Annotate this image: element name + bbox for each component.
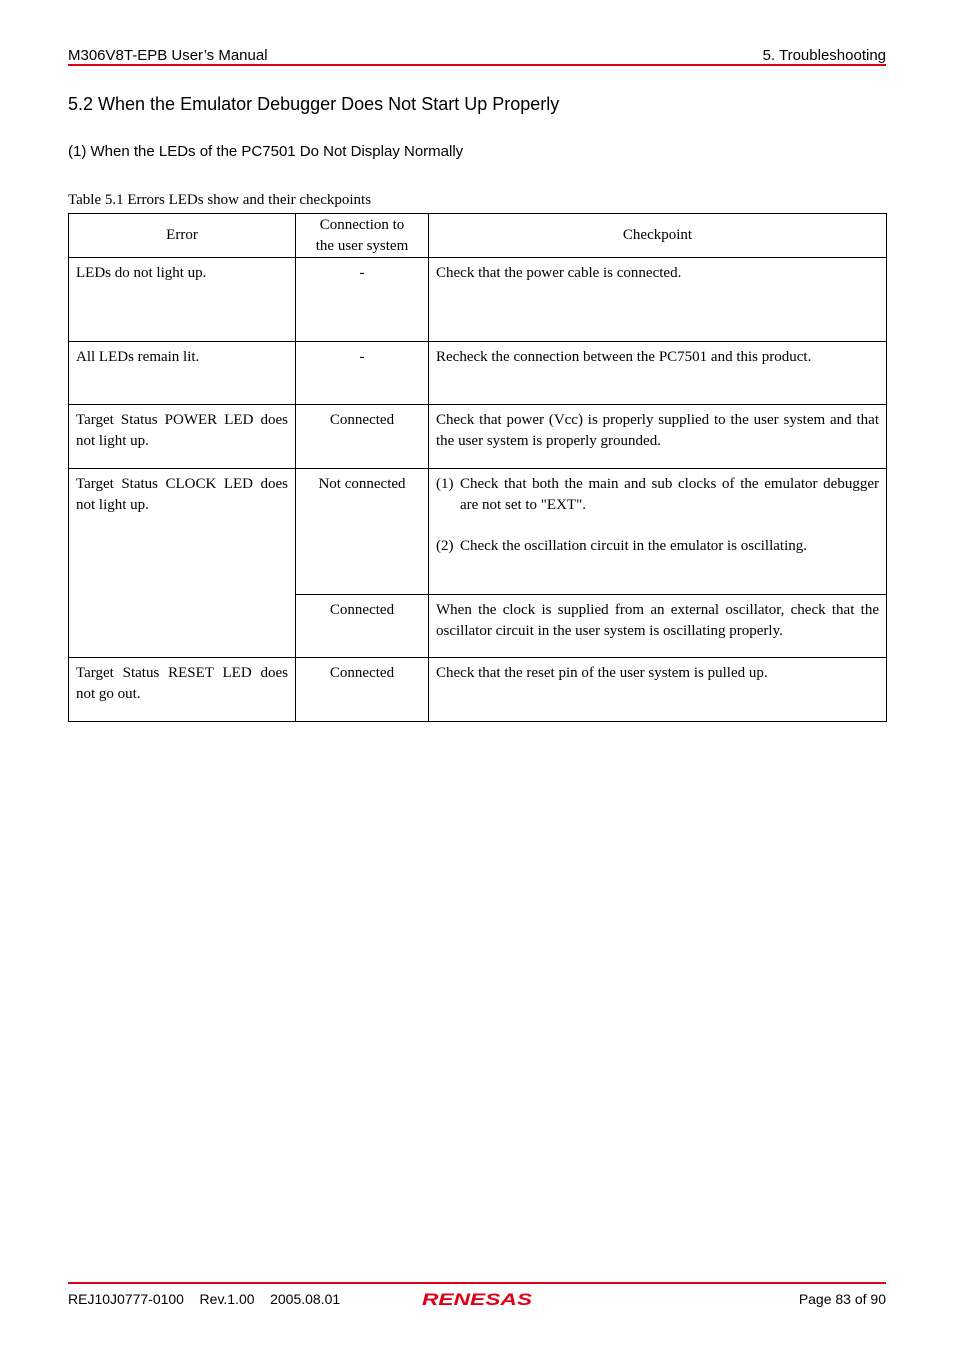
checkpoint-cell: Check that power (Vcc) is properly supplied to the user system and that the user system is properly grounded. xyxy=(429,405,887,469)
page-header xyxy=(68,47,886,65)
error-cell: All LEDs remain lit. xyxy=(69,342,296,405)
checkpoint-cell: When the clock is supplied from an external oscillator, check that the oscillator circuit in the user system is oscillating properly. xyxy=(429,595,887,658)
header-checkpoint: Checkpoint xyxy=(429,214,887,258)
checkpoint-cell: Check that the reset pin of the user system is pulled up. xyxy=(429,658,887,722)
manual-title: M306V8T-EPB User’s Manual xyxy=(68,47,268,64)
checkpoint-cell xyxy=(429,469,887,595)
error-cell: Target Status CLOCK LED does not light up. xyxy=(69,469,296,658)
connection-cell: Connected xyxy=(296,595,429,658)
table-row xyxy=(69,258,887,342)
subsection-title: (1) When the LEDs of the PC7501 Do Not Display Normally xyxy=(68,143,464,160)
error-cell: LEDs do not light up. xyxy=(69,258,296,342)
page-number: Page 83 of 90 xyxy=(798,1291,886,1307)
header-connection: Connection to the user system xyxy=(296,214,429,258)
table-row xyxy=(69,658,887,722)
table-row xyxy=(69,342,887,405)
header-rule xyxy=(68,64,886,66)
revision: Rev.1.00 xyxy=(199,1291,255,1307)
svg-text:RENESAS: RENESAS xyxy=(422,1290,533,1309)
connection-cell: - xyxy=(296,258,429,342)
chapter-title: 5. Troubleshooting xyxy=(762,47,886,64)
list-item: (1) Check that both the main and sub clocks of the emulator debugger are not set to "EXT". xyxy=(436,476,879,513)
table-caption: Table 5.1 Errors LEDs show and their checkpoints xyxy=(68,192,372,208)
section-title: 5.2 When the Emulator Debugger Does Not Start Up Properly xyxy=(68,94,560,114)
error-cell: Target Status POWER LED does not light up. xyxy=(69,405,296,469)
checkpoint-cell: Recheck the connection between the PC7501 and this product. xyxy=(429,342,887,405)
checkpoint-cell: Check that the power cable is connected. xyxy=(429,258,887,342)
table-row xyxy=(69,469,887,595)
connection-cell: Connected xyxy=(296,658,429,722)
table-header-row xyxy=(69,214,887,258)
connection-cell: Not connected xyxy=(296,469,429,595)
error-cell: Target Status RESET LED does not go out. xyxy=(69,658,296,722)
header-error: Error xyxy=(69,214,296,258)
table-row xyxy=(69,405,887,469)
date: 2005.08.01 xyxy=(270,1291,341,1307)
list-item: (2) Check the oscillation circuit in the emulator is oscillating. xyxy=(436,538,807,554)
connection-cell: - xyxy=(296,342,429,405)
footer-rule xyxy=(68,1282,886,1284)
connection-cell: Connected xyxy=(296,405,429,469)
doc-number: REJ10J0777-0100 xyxy=(68,1291,184,1307)
document-info xyxy=(68,1291,340,1308)
checkpoints-table xyxy=(68,213,887,722)
renesas-logo xyxy=(422,1289,534,1309)
